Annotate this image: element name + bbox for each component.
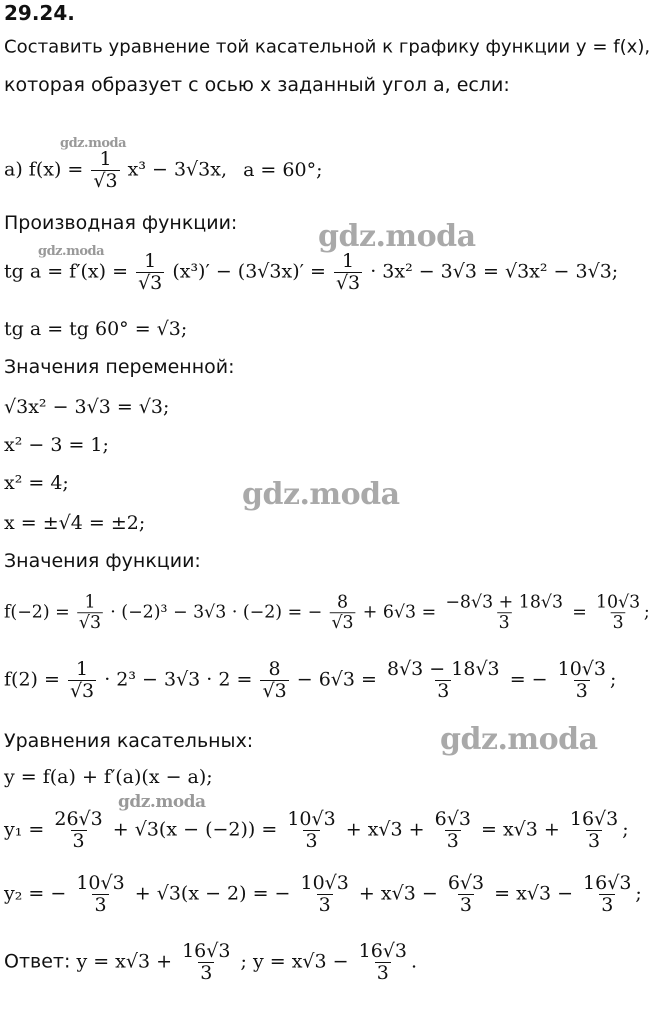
- part-a-function: [4, 150, 322, 191]
- tangent-general: y = f(a) + f′(a)(x − a);: [4, 766, 213, 788]
- derivative-heading: Производная функции:: [4, 212, 238, 234]
- watermark-small: gdz.moda: [38, 244, 105, 259]
- part-a-angle: a = 60°;: [243, 158, 323, 181]
- tg-line: tg a = tg 60° = √3;: [4, 318, 188, 340]
- variable-eq4: x = ±√4 = ±2;: [4, 512, 146, 534]
- problem-statement-line1: Составить уравнение той касательной к графику функции y = f(x),: [4, 36, 651, 58]
- watermark-small: gdz.moda: [118, 792, 206, 812]
- answer-line: Ответ: y = x√3 + $\frac{16√3}{3}$ ; y = x√3 − $\frac{16√3}{3}$ .: [4, 940, 418, 984]
- function-value-minus2: f(−2) = $\frac{1}{√3}$ · (−2)³ − 3√3 · (−2) = − $\frac{8}{√3}$ + 6√3 = $\frac{-8√3 + 18√3}{3}$ = $\frac{10√3}{3}$ ;: [4, 592, 650, 633]
- tangent-y2: y₂ = − $\frac{10√3}{3}$ + √3(x − 2) = − $\frac{10√3}{3}$ + x√3 − $\frac{6√3}{3}$ = x√3 − $\frac{16√3}{3}$ ;: [4, 872, 642, 916]
- watermark-big: gdz.moda: [318, 219, 476, 254]
- derivative-line: tg a = f′(x) = $\frac{1}{√3}$ (x³)′ − (3√3x)′ = $\frac{1}{√3}$ · 3x² − 3√3 = √3x² − 3√3;: [4, 250, 619, 294]
- tangents-heading: Уравнения касательных:: [4, 730, 254, 752]
- part-a-prefix: а): [4, 158, 23, 181]
- part-a-rest: x³ − 3√3x,: [127, 158, 228, 181]
- function-values-heading: Значения функции:: [4, 550, 201, 572]
- watermark-big: gdz.moda: [242, 477, 400, 512]
- answer-label: Ответ:: [4, 950, 71, 973]
- derivative-frac1: $\frac{1}{√3}$: [138, 250, 163, 294]
- variable-eq1: √3x² − 3√3 = √3;: [4, 396, 170, 418]
- problem-number: 29.24.: [4, 1, 75, 25]
- derivative-frac2: $\frac{1}{√3}$: [335, 250, 361, 294]
- variable-eq2: x² − 3 = 1;: [4, 434, 109, 456]
- tangent-y1: y₁ = $\frac{26√3}{3}$ + √3(x − (−2)) = $\frac{10√3}{3}$ + x√3 + $\frac{6√3}{3}$ = x√3 + $\frac{16√3}{3}$ ;: [4, 808, 629, 852]
- variable-eq3: x² = 4;: [4, 472, 69, 494]
- variable-heading: Значения переменной:: [4, 356, 235, 378]
- problem-statement-line2: которая образует с осью x заданный угол a, если:: [4, 74, 510, 96]
- part-a-lhs: f(x) =: [28, 158, 84, 181]
- watermark-small: gdz.moda: [60, 136, 127, 151]
- function-value-2: f(2) = $\frac{1}{√3}$ · 2³ − 3√3 · 2 = $\frac{8}{√3}$ − 6√3 = $\frac{8√3 - 18√3}{3}$ = − $\frac{10√3}{3}$ ;: [4, 658, 617, 702]
- part-a-coef: $\frac{1}{√3}$: [93, 148, 118, 192]
- watermark-big: gdz.moda: [440, 722, 598, 757]
